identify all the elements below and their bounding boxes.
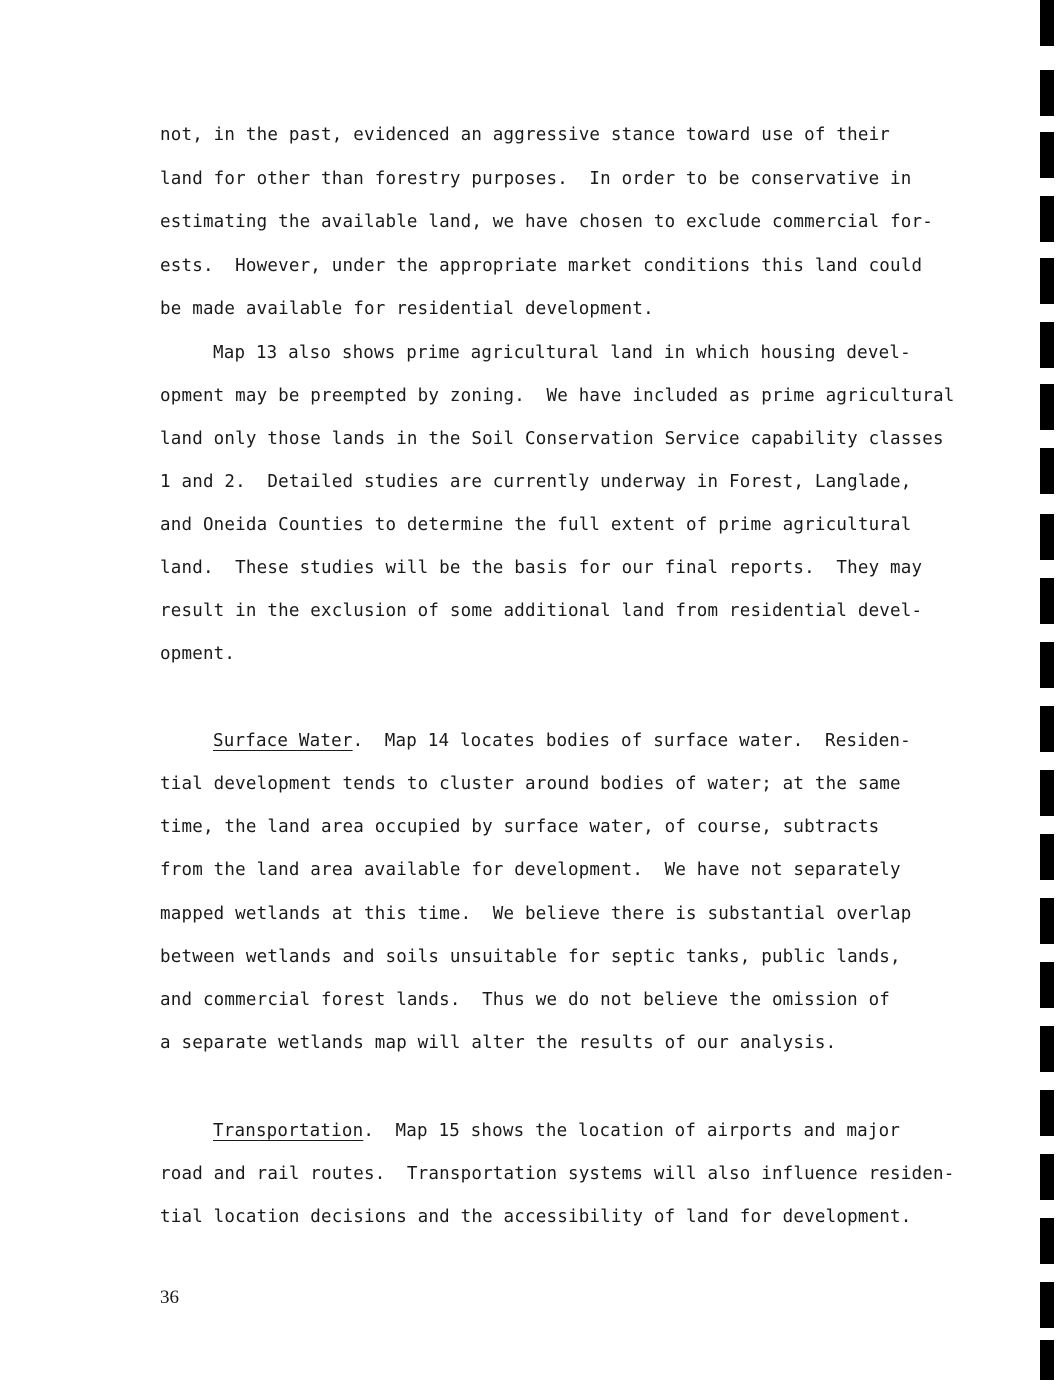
scan-mark	[1040, 1218, 1054, 1264]
scan-mark	[1040, 1154, 1054, 1200]
surface-water-first-line-rest: Map 14 locates bodies of surface water. Residen-	[363, 731, 911, 751]
scan-mark	[1040, 898, 1054, 944]
paragraph-1-line-5: be made available for residential development.	[160, 299, 654, 319]
surface-water-heading: Surface Water	[213, 731, 353, 751]
scan-mark	[1040, 1026, 1054, 1072]
paragraph-1-line-3: estimating the available land, we have chosen to exclude commercial for-	[160, 212, 933, 232]
scan-mark	[1040, 1090, 1054, 1136]
scan-mark	[1040, 514, 1054, 560]
paragraph-2-line-8: opment.	[160, 644, 236, 664]
transportation-first-line	[213, 1120, 900, 1142]
transportation-line-2: road and rail routes. Transportation systems will also influence residen-	[160, 1164, 955, 1184]
scan-mark	[1040, 258, 1054, 304]
paragraph-2-line-3: land only those lands in the Soil Conservation Service capability classes	[160, 429, 944, 449]
transportation-first-line-rest: Map 15 shows the location of airports and major	[374, 1121, 901, 1141]
transportation-heading: Transportation	[213, 1121, 364, 1141]
scan-mark	[1040, 1340, 1054, 1380]
scan-mark	[1040, 448, 1054, 494]
scan-mark	[1040, 642, 1054, 688]
paragraph-2-line-2: opment may be preempted by zoning. We have included as prime agricultural	[160, 386, 955, 406]
scan-mark	[1040, 770, 1054, 816]
paragraph-2-line-5: and Oneida Counties to determine the full extent of prime agricultural	[160, 515, 912, 535]
scan-mark	[1040, 196, 1054, 242]
scan-mark	[1040, 0, 1054, 46]
scan-mark	[1040, 132, 1054, 178]
scan-mark	[1040, 70, 1054, 116]
scan-mark	[1040, 834, 1054, 880]
surface-water-heading-punct: .	[352, 731, 364, 751]
scan-mark	[1040, 1282, 1054, 1328]
surface-water-line-7: and commercial forest lands. Thus we do not believe the omission of	[160, 990, 891, 1010]
paragraph-2-line-1: Map 13 also shows prime agricultural land in which housing devel-	[213, 343, 911, 363]
surface-water-first-line	[213, 730, 911, 752]
paragraph-1-line-4: ests. However, under the appropriate market conditions this land could	[160, 256, 923, 276]
paragraph-1-line-2: land for other than forestry purposes. In order to be conservative in	[160, 169, 912, 189]
scan-mark	[1040, 578, 1054, 624]
paragraph-2-line-7: result in the exclusion of some additional land from residential devel-	[160, 601, 923, 621]
surface-water-line-4: from the land area available for development. We have not separately	[160, 860, 901, 880]
transportation-line-3: tial location decisions and the accessibility of land for development.	[160, 1207, 912, 1227]
surface-water-line-3: time, the land area occupied by surface water, of course, subtracts	[160, 817, 880, 837]
scan-mark	[1040, 384, 1054, 430]
page-number: 36	[160, 1287, 179, 1308]
surface-water-line-2: tial development tends to cluster around bodies of water; at the same	[160, 774, 901, 794]
paragraph-2-line-6: land. These studies will be the basis for our final reports. They may	[160, 558, 923, 578]
transportation-heading-punct: .	[363, 1121, 375, 1141]
scan-mark	[1040, 706, 1054, 752]
surface-water-line-5: mapped wetlands at this time. We believe there is substantial overlap	[160, 904, 912, 924]
scan-mark	[1040, 322, 1054, 368]
paragraph-1-line-1: not, in the past, evidenced an aggressive stance toward use of their	[160, 125, 891, 145]
surface-water-line-6: between wetlands and soils unsuitable for septic tanks, public lands,	[160, 947, 901, 967]
paragraph-2-line-4: 1 and 2. Detailed studies are currently underway in Forest, Langlade,	[160, 472, 912, 492]
scan-mark	[1040, 962, 1054, 1008]
surface-water-line-8: a separate wetlands map will alter the results of our analysis.	[160, 1033, 837, 1053]
